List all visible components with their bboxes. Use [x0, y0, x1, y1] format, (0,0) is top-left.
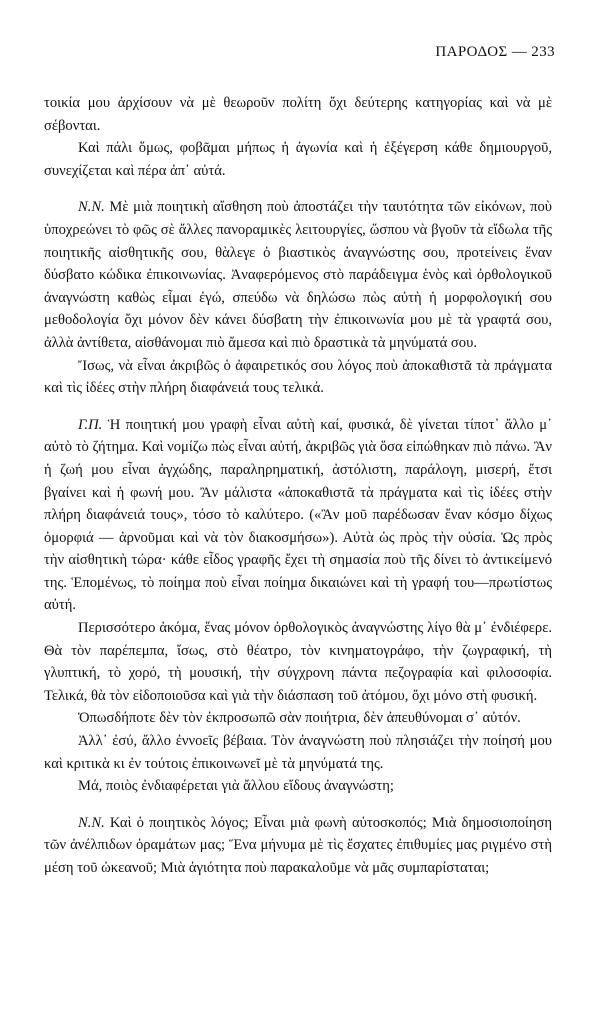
paragraph-text: Ἀλλ᾽ ἐσύ, ἄλλο ἐννοεῖς βέβαια. Τὸν ἀναγνώστη ποὺ πλησιάζει τὴν ποίησή μου καὶ κριτικὰ κι ἐν τούτοις ἐπικοινωνεῖ μὲ τὰ μηνύματά της. — [44, 733, 552, 772]
speaker-label: Γ.Π. — [78, 416, 103, 433]
paragraph — [44, 355, 552, 400]
paragraph — [44, 707, 552, 730]
paragraph — [44, 137, 552, 182]
paragraph-text: Ἴσως, νὰ εἶναι ἀκριβῶς ὁ ἀφαιρετικός σου λόγος ποὺ ἀποκαθιστᾶ τὰ πράγματα καὶ τὶς ἰδέες στὴν πλήρη διαφάνειά τους τελικά. — [44, 357, 552, 397]
paragraph — [44, 617, 552, 707]
paragraph — [44, 414, 552, 617]
paragraph-text: τοικία μου ἀρχίσουν νὰ μὲ θεωροῦν πολίτη ὄχι δεύτερης κατηγορίας καὶ νὰ μὲ σέβονται. — [44, 95, 552, 134]
running-header: ΠΑΡΟΔΟΣ — 233 — [435, 44, 555, 60]
paragraph-text: Καὶ πάλι ὅμως, φοβᾶμαι μήπως ἡ ἀγωνία καὶ ἡ ἐξέγερση κάθε δημιουργοῦ, συνεχίζεται καὶ πέρα ἀπ᾽ αὐτά. — [44, 140, 552, 179]
paragraph-text: Μά, ποιὸς ἐνδιαφέρεται γιὰ ἄλλου εἴδους ἀναγνώστη; — [78, 778, 394, 795]
paragraph-text: Ὁπωσδήποτε δὲν τὸν ἐκπροσωπῶ σὰν ποιήτρια, δὲν ἀπευθύνομαι σ᾽ αὐτόν. — [78, 710, 521, 727]
body-text — [44, 92, 552, 880]
paragraph — [44, 775, 552, 798]
paragraph — [44, 812, 552, 880]
paragraph-text: Περισσότερο ἀκόμα, ἕνας μόνον ὀρθολογικὸς ἀναγνώστης λίγο θὰ μ᾽ ἐνδιέφερε. Θὰ τὸν παρέπεμπα, ἴσως, στὸ θέατρο, τὸν κινηματογράφο, τὴν ζωγραφική, τὴ γλυπτική, τὸ χορό, τὴ μουσική, τὴν σύγχρονη πάντα πεζογραφία καὶ φιλοσοφία. Τελικά, θὰ τὸν εἰδοποιοῦσα καὶ γιὰ τὴν διάσπαση τοῦ ἀτόμου, ὄχι μόνο στὴ φυσική. — [44, 620, 552, 704]
paragraph — [44, 196, 552, 354]
speaker-label: Ν.Ν. — [78, 199, 105, 216]
speaker-label: Ν.Ν. — [78, 814, 105, 831]
paragraph-text: Ἡ ποιητική μου γραφὴ εἶναι αὐτὴ καί, φυσικά, δὲ γίνεται τίποτ᾽ ἄλλο μ᾽ αὐτὸ τὸ ζήτημα. Καὶ νομίζω πὼς εἶναι αὐτή, ἀκριβῶς γιὰ ὅσα εἰπώθηκαν πιὸ πάνω. Ἂν ἡ ζωή μου εἶναι ἀγχώδης, παραληρηματική, ἀστόλιστη, παράλογη, μισερή, ἔτσι βγαίνει καὶ ἡ φωνή μου. Ἂν μάλιστα «ἀποκαθιστᾶ τὰ πράγματα καὶ τὶς ἰδέες στὴν πλήρη διαφάνειά τους», τόσο τὸ καλύτερο. («Ἂν μοῦ παρέδωσαν ἕναν κόσμο δίχως ὀμορφιά — ἀρνοῦμαι καὶ νὰ τὸν διακοσμήσω»). Αὐτὰ ὡς πρὸς τὴν οὐσία. Ὡς πρὸς τὴν αἰσθητικὴ τώρα· κάθε εἶδος γραφῆς ἔχει τὴ σημασία ποὺ τῆς δίνει τὸ ἀντικείμενό της. Ἑπομένως, τὸ ποίημα ποὺ εἶναι ποίημα δικαιώνει καὶ τὴ γραφή του—πρωτίστως αὐτή. — [44, 416, 552, 614]
paragraph-text: Καὶ ὁ ποιητικὸς λόγος; Εἶναι μιὰ φωνὴ αὐτοσκοπός; Μιὰ δημοσιοποίηση τῶν ἀνέλπιδων ὁραμάτων μας; Ἕνα μήνυμα μὲ τὶς ἔσχατες ἐπιθυμίες μας ριγμένο στὴ μέση τοῦ ὠκεανοῦ; Μιὰ ἁγιότητα ποὺ παρακαλοῦμε νὰ μᾶς συμπαρίσταται; — [44, 814, 552, 876]
paragraph — [44, 730, 552, 775]
paragraph — [44, 92, 552, 137]
paragraph-text: Μὲ μιὰ ποιητικὴ αἴσθηση ποὺ ἀποστάζει τὴν ταυτότητα τῶν εἰκόνων, ποὺ ὑποχρεώνει τὸ φῶς σὲ ἄλλες πανοραμικὲς λειτουργίες, ὥσπου νὰ βγοῦν τὰ εἴδωλα τῆς ποιητικῆς αἰσθητικῆς σου, θὰλεγε ὁ βιαστικὸς ἀναγνώστης σου, προτείνεις ἕναν δύσβατο κώδικα ἐπικοινωνίας. Ἀναφερόμενος στὸ παράδειγμα ἑνὸς καὶ ὀρθολογικοῦ ἀναγνώστη καθὼς εἶμαι ἐγώ, σπεύδω νὰ δηλώσω πὼς αὐτὴ ἡ μορφολογική σου μεθοδολογία ὄχι μόνον δὲν κάνει δύσβατη τὴν ἐπικοινωνία μου μὲ τὰ γραφτά σου, ἀλλὰ ἀντίθετα, αἰσθάνομαι πιὸ ἄμεσα καὶ πιὸ δραστικὰ τὰ μηνύματά σου. — [44, 199, 552, 351]
